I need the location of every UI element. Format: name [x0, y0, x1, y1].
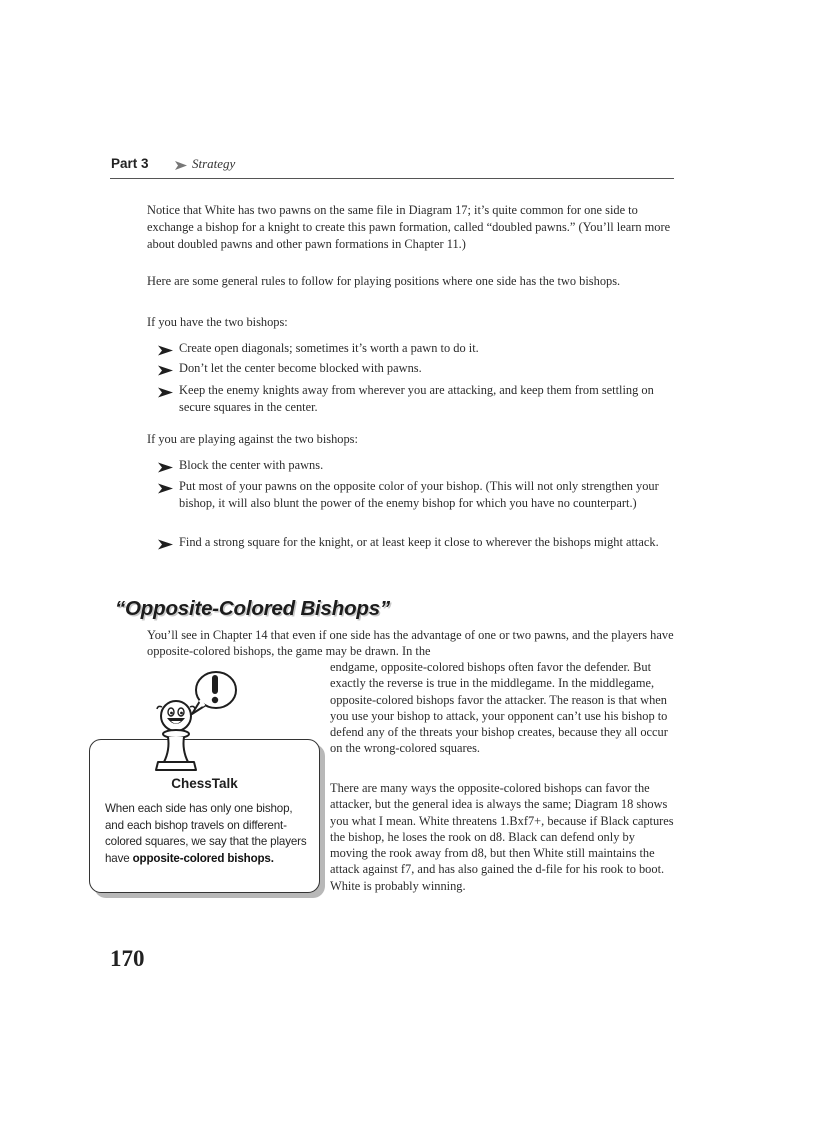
paragraph-against-two-bishops: If you are playing against the two bishops:	[147, 432, 358, 446]
list-item	[158, 478, 678, 534]
running-head	[110, 156, 674, 179]
bullet-arrow-icon	[158, 460, 173, 478]
bullet-arrow-icon	[158, 385, 173, 403]
part-label: Part 3	[111, 156, 149, 171]
paragraph-opposite-intro: You’ll see in Chapter 14 that even if one side has the advantage of one or two pawns, and the players have opposite-colored bishops, the game may be drawn. In the	[147, 628, 674, 659]
sidebar-title: ChessTalk	[171, 776, 238, 791]
sidebar-definition: When each side has only one bishop, and each bishop travels on different-colored squares, we say that the players have	[105, 802, 307, 865]
paragraph-opposite-attack: There are many ways the opposite-colored bishops can favor the attacker, but the general idea is always the same; Diagram 18 shows you what I mean. White threatens 1.Bxf7+, because if Black captures the bishop, he loses the rook on d8. Black can defend only by moving the rook away from d8, but then White still maintains the attack against f7, and has also gained the d-file for his rook to boot. White is probably winning.	[330, 781, 674, 893]
bullet-text: Block the center with pawns.	[179, 458, 324, 472]
bullet-text: Put most of your pawns on the opposite color of your bishop. (This will not only strengthen your bishop, it will also blunt the power of the enemy bishop for which you have no counterpart.)	[179, 479, 659, 510]
paragraph-opposite-endgame: endgame, opposite-colored bishops often favor the defender. But exactly the reverse is true in the middlegame. In the middlegame, opposite-colored bishops favor the attacker. The reason is that when you use your bishop to attack, your opponent can’t use his bishop to defend any of the threats your bishop creates, because they all occur on the wrong-colored squares.	[330, 660, 668, 756]
sidebar-term: opposite-colored bishops.	[132, 851, 274, 865]
bullet-text: Create open diagonals; sometimes it’s worth a pawn to do it.	[179, 341, 479, 355]
bullet-arrow-icon	[158, 343, 173, 361]
pawn-mascot-icon	[146, 668, 242, 774]
sidebar-text	[105, 801, 310, 867]
bullet-text: Keep the enemy knights away from wherever you are attacking, and keep them from settling on secure squares in the center.	[179, 383, 654, 414]
list-item	[158, 382, 678, 422]
arrow-right-icon	[174, 158, 188, 176]
paragraph-doubled-pawns: Notice that White has two pawns on the same file in Diagram 17; it’s quite common for one side to exchange a bishop for a knight to create this pawn formation, called “doubled pawns.” (You’ll learn more about doubled pawns and other pawn formations in Chapter 11.)	[147, 203, 671, 251]
bullet-text: Don’t let the center become blocked with pawns.	[179, 361, 422, 375]
bullet-text: Find a strong square for the knight, or at least keep it close to wherever the bishops might attack.	[179, 535, 659, 549]
bullet-arrow-icon	[158, 481, 173, 499]
section-heading: “Opposite-Colored Bishops”	[115, 597, 390, 620]
paragraph-general-rules: Here are some general rules to follow for playing positions where one side has the two bishops.	[147, 274, 621, 288]
section-label: Strategy	[192, 156, 236, 171]
bullet-arrow-icon	[158, 537, 173, 555]
page-number: 170	[110, 946, 145, 971]
bullet-arrow-icon	[158, 363, 173, 381]
list-item	[158, 534, 678, 574]
paragraph-have-two-bishops: If you have the two bishops:	[147, 315, 288, 329]
